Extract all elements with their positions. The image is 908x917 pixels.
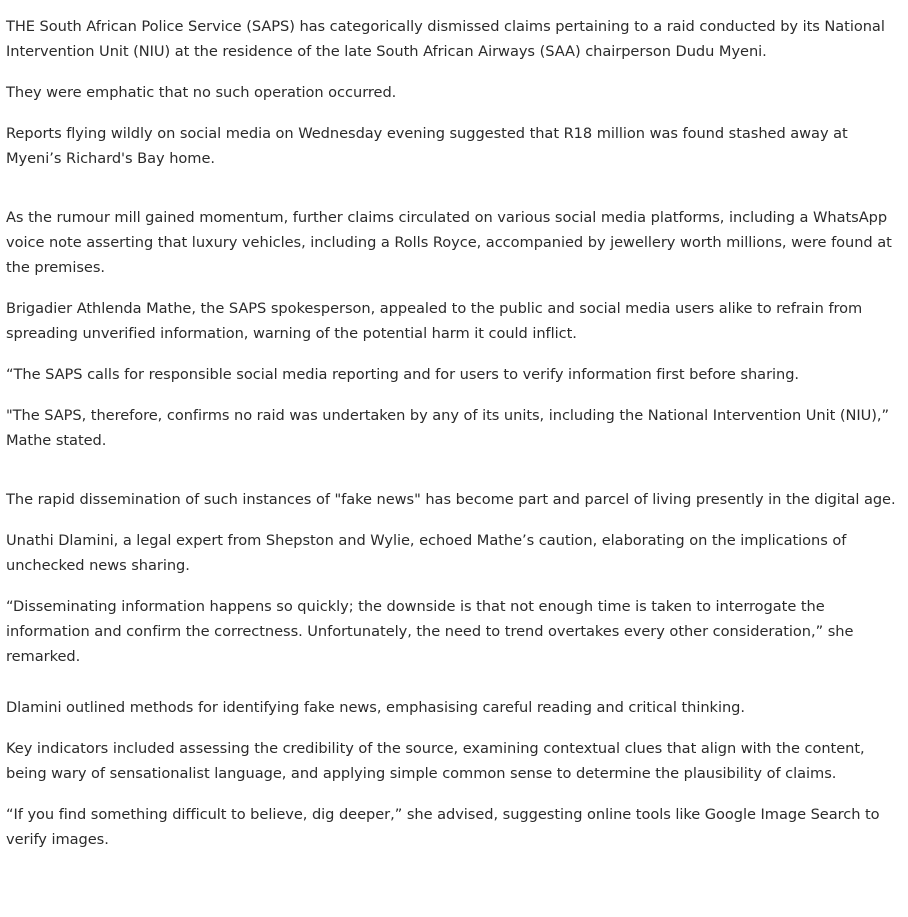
article-paragraph: “If you find something difficult to believe, dig deeper,” she advised, suggesting online tools like Google Image Search to verify images.: [6, 806, 880, 848]
article-paragraph: “The SAPS calls for responsible social media reporting and for users to verify information first before sharing.: [6, 366, 800, 383]
article-paragraph: Dlamini outlined methods for identifying fake news, emphasising careful reading and critical thinking.: [6, 699, 745, 716]
article-paragraph: As the rumour mill gained momentum, further claims circulated on various social media platforms, including a WhatsApp voice note asserting that luxury vehicles, including a Rolls Royce, accompanied by jewellery worth millions, were found at the premises.: [6, 209, 892, 276]
article-paragraph: They were emphatic that no such operation occurred.: [6, 84, 397, 101]
article-paragraph: Unathi Dlamini, a legal expert from Shepston and Wylie, echoed Mathe’s caution, elaborating on the implications of unchecked news sharing.: [6, 532, 847, 574]
article-paragraph: Key indicators included assessing the credibility of the source, examining contextual clues that align with the content, being wary of sensationalist language, and applying simple common sense to determine the plausibility of claims.: [6, 740, 865, 782]
article-body: [6, 14, 906, 868]
article-paragraph: “Disseminating information happens so quickly; the downside is that not enough time is taken to interrogate the information and confirm the correctness. Unfortunately, the need to trend overtakes every other consideration,” she remarked.: [6, 598, 854, 665]
article-paragraph: "The SAPS, therefore, confirms no raid was undertaken by any of its units, including the National Intervention Unit (NIU),” Mathe stated.: [6, 407, 890, 449]
article-paragraph: THE South African Police Service (SAPS) has categorically dismissed claims pertaining to a raid conducted by its National Intervention Unit (NIU) at the residence of the late South African Airways (SAA) chairperson Dudu Myeni.: [6, 18, 885, 60]
article-paragraph: Brigadier Athlenda Mathe, the SAPS spokesperson, appealed to the public and social media users alike to refrain from spreading unverified information, warning of the potential harm it could inflict.: [6, 300, 863, 342]
article-paragraph: The rapid dissemination of such instances of "fake news" has become part and parcel of living presently in the digital age.: [6, 491, 896, 508]
article-paragraph: Reports flying wildly on social media on Wednesday evening suggested that R18 million was found stashed away at Myeni’s Richard's Bay home.: [6, 125, 848, 167]
